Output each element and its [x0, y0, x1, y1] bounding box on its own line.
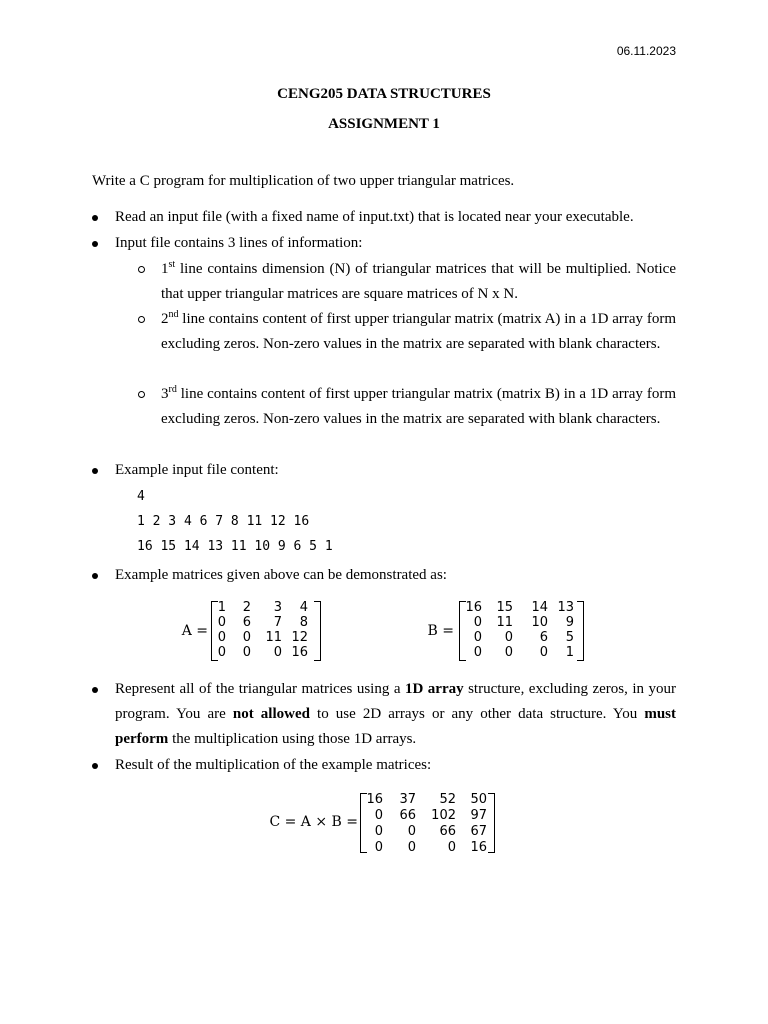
matrix-b-cell: 0 [504, 630, 513, 645]
matrix-a-cell: 8 [299, 615, 308, 630]
emphasis-1d-array: 1D array [404, 681, 464, 697]
matrix-c-cell: 0 [374, 808, 383, 823]
matrix-a-cell: 1 [217, 600, 226, 615]
matrix-b-cell: 10 [531, 615, 548, 630]
matrix-c-cell: 0 [407, 824, 416, 839]
bullet-text: Represent all of the triangular matrices using a 1D array structure, excluding zeros, in your program. You are not allowed to use 2D arrays or any other data structure. You must perform the multiplication using those 1D arrays. [115, 681, 676, 747]
matrix-c-cell: 66 [399, 808, 416, 823]
matrix-c-cell: 102 [431, 808, 456, 823]
matrix-b-right-bracket [577, 601, 584, 661]
bullet-dot [92, 215, 98, 221]
matrix-c-cell: 16 [470, 840, 487, 855]
bullet-text: Result of the multiplication of the example matrices: [115, 757, 432, 773]
example-input-line-1: 4 [137, 489, 145, 504]
matrix-b-cell: 1 [565, 645, 574, 660]
bullet-dot [92, 573, 98, 579]
matrix-c-cell: 0 [374, 840, 383, 855]
matrix-a-cell: 0 [217, 645, 226, 660]
matrix-c-cell: 0 [447, 840, 456, 855]
sub-bullet-text: 2nd line contains content of first upper triangular matrix (matrix A) in a 1D array form excluding zeros. Non-zero values in the matrix are separated with blank characters. [161, 309, 676, 352]
matrix-c-cell: 37 [399, 792, 416, 807]
example-input-line-2: 1 2 3 4 6 7 8 11 12 16 [137, 514, 310, 529]
sub-bullet-circle [138, 266, 145, 273]
matrix-c-right-bracket [488, 793, 495, 853]
sub-bullet-text: 3rd line contains content of first upper triangular matrix (matrix B) in a 1D array form excluding zeros. Non-zero values in the matrix are separated with blank characters. [161, 384, 676, 427]
matrix-a-cell: 11 [265, 630, 282, 645]
matrix-a-cell: 0 [242, 630, 251, 645]
sub-bullet-circle [138, 316, 145, 323]
emphasis-not-allowed: not allowed [232, 706, 310, 722]
document-date: 06.11.2023 [616, 44, 676, 58]
matrix-a-cell: 6 [242, 615, 251, 630]
matrix-a-label: A = [181, 623, 208, 639]
bullet-text: Read an input file (with a fixed name of input.txt) that is located near your executable. [115, 209, 634, 225]
matrix-a-cell: 0 [217, 630, 226, 645]
matrix-b-cell: 16 [465, 600, 482, 615]
matrix-b-cell: 0 [504, 645, 513, 660]
bullet-dot [92, 241, 98, 247]
matrix-b-cell: 6 [539, 630, 548, 645]
matrix-b-cell: 13 [557, 600, 574, 615]
bullet-text: Example input file content: [115, 462, 279, 478]
matrix-a-cell: 3 [273, 600, 282, 615]
matrix-c-cell: 52 [439, 792, 456, 807]
matrix-c-label: C = A × B = [269, 814, 358, 830]
matrix-b-cell: 0 [473, 630, 482, 645]
example-input-line-3: 16 15 14 13 11 10 9 6 5 1 [137, 539, 333, 554]
emphasis-must-perform: must perform [115, 706, 676, 747]
matrix-c-cell: 67 [470, 824, 487, 839]
matrix-a-right-bracket [314, 601, 321, 661]
matrix-b-cell: 11 [496, 615, 513, 630]
bullet-dot [92, 687, 98, 693]
matrix-a-cell: 16 [291, 645, 308, 660]
matrix-a-cell: 12 [291, 630, 308, 645]
matrix-b-cell: 9 [565, 615, 574, 630]
matrix-b-label: B = [427, 623, 454, 639]
sub-bullet-circle [138, 391, 145, 398]
bullet-dot [92, 763, 98, 769]
matrix-a-cell: 0 [217, 615, 226, 630]
matrix-a-cell: 7 [273, 615, 282, 630]
matrix-c-cell: 50 [470, 792, 487, 807]
matrix-b-cell: 15 [496, 600, 513, 615]
course-title: CENG205 DATA STRUCTURES [277, 86, 491, 102]
matrix-c-cell: 97 [470, 808, 487, 823]
matrix-b-cell: 5 [565, 630, 574, 645]
bullet-text: Example matrices given above can be demonstrated as: [115, 567, 447, 583]
matrix-a-cell: 4 [299, 600, 308, 615]
assignment-title: ASSIGNMENT 1 [328, 116, 440, 132]
matrix-b-cell: 0 [539, 645, 548, 660]
matrix-b-cell: 0 [473, 645, 482, 660]
matrix-c-cell: 16 [366, 792, 383, 807]
matrix-c-cell: 0 [374, 824, 383, 839]
bullet-dot [92, 468, 98, 474]
matrix-a-cell: 0 [273, 645, 282, 660]
matrix-b-cell: 14 [531, 600, 548, 615]
matrix-a-cell: 0 [242, 645, 251, 660]
sub-bullet-text: 1st line contains dimension (N) of triangular matrices that will be multiplied. Notice that upper triangular matrices are square matrices of N x N. [161, 259, 676, 302]
bullet-text: Input file contains 3 lines of information: [115, 235, 363, 251]
intro-paragraph: Write a C program for multiplication of two upper triangular matrices. [92, 173, 515, 189]
matrix-c-cell: 0 [407, 840, 416, 855]
matrix-b-cell: 0 [473, 615, 482, 630]
matrix-c-cell: 66 [439, 824, 456, 839]
matrix-a-cell: 2 [242, 600, 251, 615]
